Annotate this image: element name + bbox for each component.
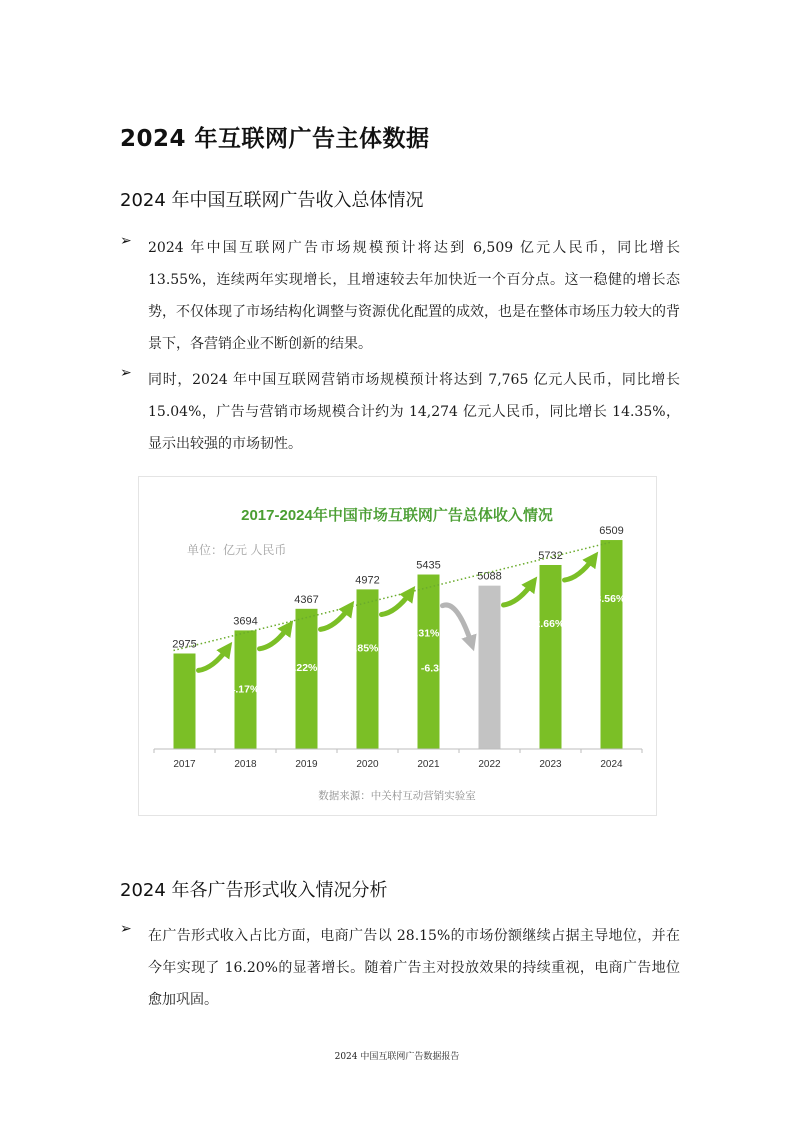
- chart-x-tick-label: 2024: [600, 759, 623, 770]
- chart-value-label: 4367: [294, 593, 319, 606]
- chart-x-tick-label: 2022: [478, 759, 501, 770]
- chart-value-label: 6509: [599, 525, 624, 538]
- chart-value-label: 4972: [355, 574, 380, 587]
- growth-arrow-icon: [321, 607, 350, 629]
- growth-arrow-icon: [260, 627, 289, 649]
- chart-value-label: 5732: [538, 549, 563, 562]
- bullet-arrow-icon: ➢: [120, 365, 132, 381]
- chart-x-tick-label: 2023: [539, 759, 562, 770]
- growth-arrow-icon: [199, 648, 228, 670]
- chart-bar: [296, 609, 318, 749]
- chart-unit-label: 单位：亿元 人民币: [187, 543, 287, 557]
- chart-value-label: 3694: [233, 615, 258, 628]
- chart-value-label: 2975: [172, 638, 197, 651]
- bullet-item: [120, 920, 680, 1016]
- chart-x-tick-label: 2021: [417, 759, 440, 770]
- chart-growth-label: 24.17%: [223, 683, 260, 696]
- bullet-text: 在广告形式收入占比方面，电商广告以 28.15%的市场份额继续占据主导地位，并在今年实现了 16.20%的显著增长。随着广告主对投放效果的持续重视，电商广告地位愈加巩固。: [148, 928, 680, 1008]
- page-title: 2024 年互联网广告主体数据: [120, 126, 430, 152]
- chart-bar: [174, 653, 196, 749]
- chart-growth-label: -6.38%: [420, 662, 455, 675]
- section-heading-overall: 2024 年中国互联网广告收入总体情况: [120, 190, 424, 211]
- chart-x-tick-label: 2020: [356, 759, 379, 770]
- chart-value-label: 5435: [416, 559, 441, 572]
- bullet-item: [120, 364, 680, 460]
- chart-growth-label: 9.31%: [409, 627, 440, 640]
- bullet-arrow-icon: ➢: [120, 233, 132, 249]
- chart-source: 数据来源：中关村互动营销实验室: [318, 790, 476, 802]
- revenue-chart-svg: [139, 477, 656, 815]
- chart-x-tick-label: 2019: [295, 759, 318, 770]
- chart-x-tick-label: 2017: [173, 759, 196, 770]
- chart-value-label: 5088: [477, 570, 502, 583]
- chart-growth-label: 3.85%: [348, 642, 379, 655]
- bullet-text: 2024 年中国互联网广告市场规模预计将达到 6,509 亿元人民币，同比增长 13.55%，连续两年实现增长，且增速较去年加快近一个百分点。这一稳健的增长态势，不仅体现了市场结构化调整与资源优化配置的成效，也是在整体市场压力较大的背景下，各营销企业不断创新的结果。: [148, 240, 680, 352]
- chart-title: 2017-2024年中国市场互联网广告总体收入情况: [241, 507, 553, 524]
- section-heading-ad-formats: 2024 年各广告形式收入情况分析: [120, 880, 388, 901]
- chart-growth-label: 12.66%: [528, 617, 565, 630]
- bullet-arrow-icon: ➢: [120, 921, 132, 937]
- page-footer: 2024 中国互联网广告数据报告: [334, 1052, 460, 1062]
- chart-x-tick-label: 2018: [234, 759, 257, 770]
- bullet-item: [120, 232, 680, 360]
- chart-bar: [601, 540, 623, 749]
- chart-growth-label: 8.22%: [287, 661, 318, 674]
- chart-bar: [479, 586, 501, 749]
- chart-bar: [357, 589, 379, 749]
- chart-growth-label: 13.56%: [589, 593, 626, 606]
- growth-arrow-icon: [443, 605, 472, 644]
- chart-bar: [540, 565, 562, 749]
- growth-arrow-icon: [504, 583, 533, 605]
- revenue-chart: [138, 476, 657, 816]
- bullet-text: 同时，2024 年中国互联网营销市场规模预计将达到 7,765 亿元人民币，同比增长 15.04%，广告与营销市场规模合计约为 14,274 亿元人民币，同比增长 14.35%，显示出较强的市场韧性。: [148, 372, 680, 452]
- growth-arrow-icon: [565, 558, 594, 580]
